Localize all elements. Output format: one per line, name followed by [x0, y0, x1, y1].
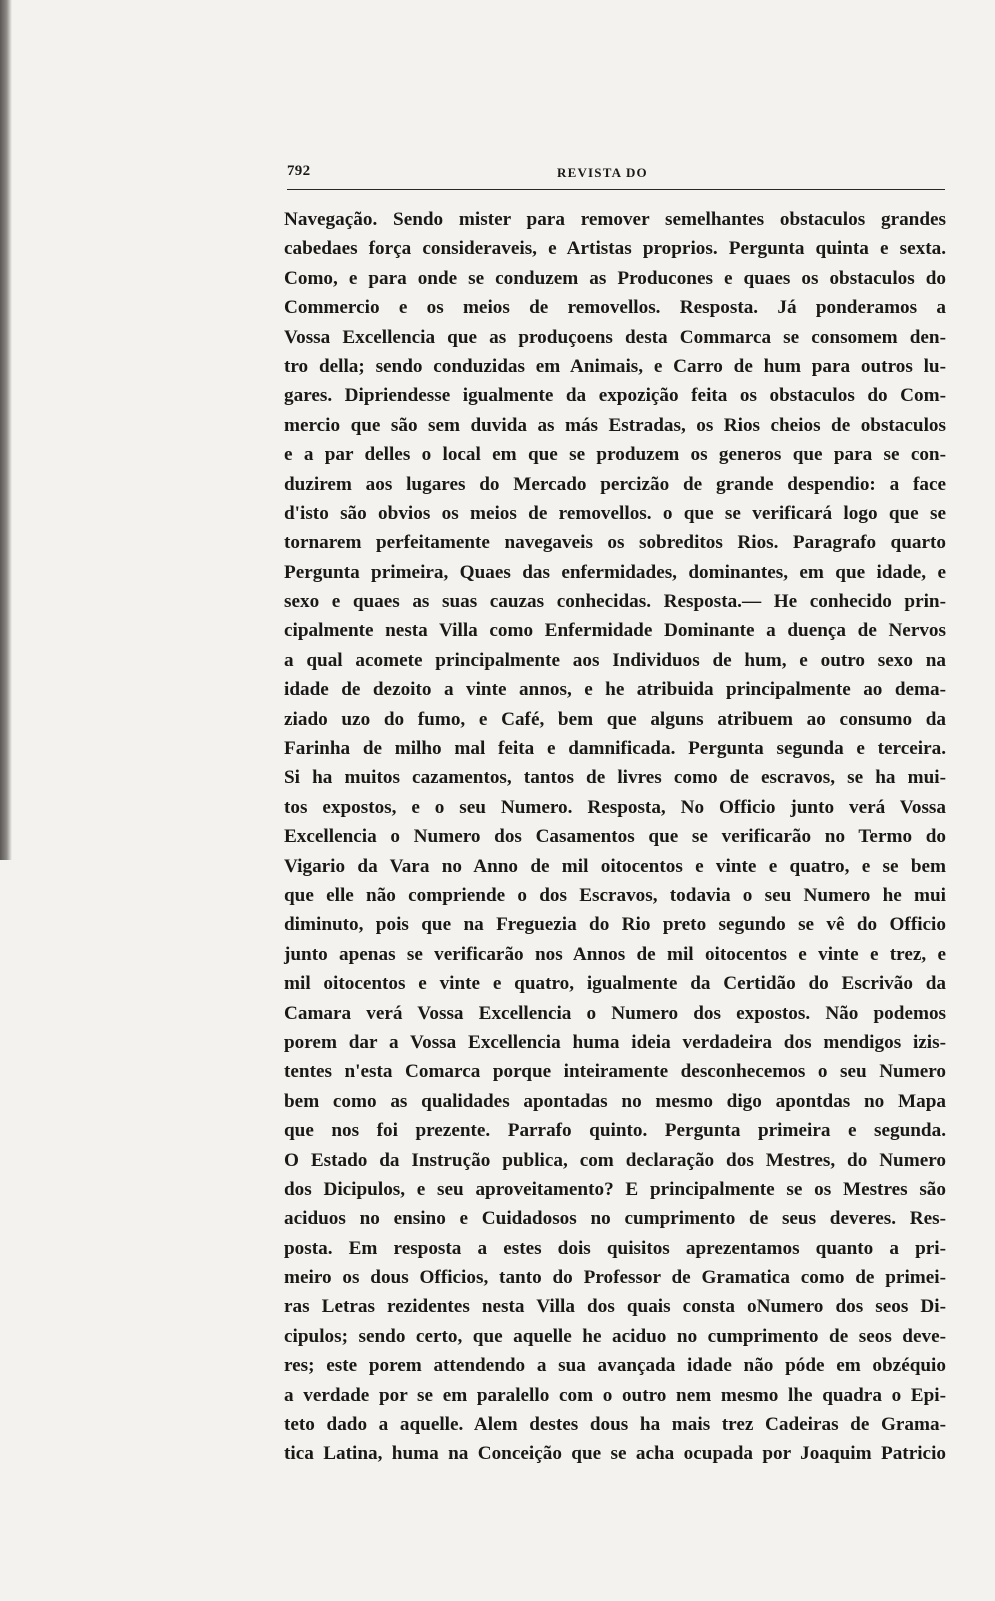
text-line: diminuto, pois que na Freguezia do Rio preto segundo se vê do Officio: [284, 914, 946, 936]
text-line: Si ha muitos cazamentos, tantos de livres como de escravos, se ha mui-: [284, 767, 946, 789]
text-line: tro della; sendo conduzidas em Animais, e Carro de hum para outros lu-: [284, 355, 946, 377]
text-line: a qual acomete principalmente aos Individuos de hum, e outro sexo na: [284, 649, 946, 671]
text-line: bem como as qualidades apontadas no mesmo digo apontdas no Mapa: [284, 1090, 946, 1112]
text-line: e a par delles o local em que se produzem os generos que para se con-: [284, 444, 946, 466]
text-line: Commercio e os meios de removellos. Resposta. Já ponderamos a: [284, 297, 946, 319]
text-line: cabedaes força consideraveis, e Artistas proprios. Pergunta quinta e sexta.: [284, 238, 946, 260]
text-line: gares. Dipriendesse igualmente da expozição feita os obstaculos do Com-: [284, 385, 946, 407]
text-line: dos Dicipulos, e seu aproveitamento? E principalmente se os Mestres são: [284, 1178, 946, 1200]
text-line: sexo e quaes as suas cauzas conhecidas. Resposta.— He conhecido prin-: [284, 591, 946, 613]
text-line: d'isto são obvios os meios de removellos. o que se verificará logo que se: [284, 502, 946, 524]
text-line: duzirem aos lugares do Mercado percizão de grande despendio: a face: [284, 473, 946, 495]
text-line: mil oitocentos e vinte e quatro, igualmente da Certidão do Escrivão da: [284, 973, 946, 995]
text-line: porem dar a Vossa Excellencia huma ideia verdadeira dos mendigos izis-: [284, 1031, 946, 1053]
text-line: Farinha de milho mal feita e damnificada. Pergunta segunda e terceira.: [284, 738, 946, 760]
text-line: tentes n'esta Comarca porque inteiramente desconhecemos o seu Numero: [284, 1061, 946, 1083]
text-line: aciduos no ensino e Cuidadosos no cumprimento de seus deveres. Res-: [284, 1208, 946, 1230]
text-line: a verdade por se em paralello com o outro nem mesmo lhe quadra o Epi-: [284, 1384, 946, 1406]
text-line: junto apenas se verificarão nos Annos de mil oitocentos e vinte e trez, e: [284, 943, 946, 965]
text-line: Camara verá Vossa Excellencia o Numero dos expostos. Não podemos: [284, 1002, 946, 1024]
page-number: 792: [287, 163, 311, 179]
running-head: [287, 163, 945, 187]
text-line: ziado uzo do fumo, e Café, bem que alguns atribuem ao consumo da: [284, 708, 946, 730]
text-line: cipulos; sendo certo, que aquelle he aciduo no cumprimento de seos deve-: [284, 1325, 946, 1347]
text-line: res; este porem attendendo a sua avançada idade não póde em obzéquio: [284, 1355, 946, 1377]
text-line: Como, e para onde se conduzem as Producones e quaes os obstaculos do: [284, 267, 946, 289]
running-title: REVISTA DO: [557, 165, 648, 180]
text-line: mercio que são sem duvida as más Estradas, os Rios cheios de obstaculos: [284, 414, 946, 436]
text-line: Pergunta primeira, Quaes das enfermidades, dominantes, em que idade, e: [284, 561, 946, 583]
text-line: posta. Em resposta a estes dois quisitos aprezentamos quanto a pri-: [284, 1237, 946, 1259]
text-line: Excellencia o Numero dos Casamentos que se verificarão no Termo do: [284, 826, 946, 848]
text-line: idade de dezoito a vinte annos, e he atribuida principalmente ao dema-: [284, 679, 946, 701]
header-rule: [287, 189, 945, 190]
text-line: que nos foi prezente. Parrafo quinto. Pergunta primeira e segunda.: [284, 1120, 946, 1142]
body-text: [284, 205, 946, 1469]
text-line: tica Latina, huma na Conceição que se acha ocupada por Joaquim Patricio: [284, 1443, 946, 1465]
text-line: que elle não compriende o dos Escravos, todavia o seu Numero he mui: [284, 884, 946, 906]
text-line: Navegação. Sendo mister para remover semelhantes obstaculos grandes: [284, 209, 946, 230]
text-line: O Estado da Instrução publica, com declaração dos Mestres, do Numero: [284, 1149, 946, 1171]
text-line: meiro os dous Officios, tanto do Professor de Gramatica como de primei-: [284, 1267, 946, 1289]
text-line: tornarem perfeitamente navegaveis os sobreditos Rios. Paragrafo quarto: [284, 532, 946, 554]
text-line: teto dado a aquelle. Alem destes dous ha mais trez Cadeiras de Grama-: [284, 1414, 946, 1436]
text-line: Vigario da Vara no Anno de mil oitocentos e vinte e quatro, e se bem: [284, 855, 946, 877]
text-line: Vossa Excellencia que as produçoens desta Commarca se consomem den-: [284, 326, 946, 348]
text-line: cipalmente nesta Villa como Enfermidade Dominante a duença de Nervos: [284, 620, 946, 642]
page-binding-edge: [0, 0, 12, 860]
text-line: tos expostos, e o seu Numero. Resposta, No Officio junto verá Vossa: [284, 796, 946, 818]
text-line: ras Letras rezidentes nesta Villa dos quais consta oNumero dos seos Di-: [284, 1296, 946, 1318]
